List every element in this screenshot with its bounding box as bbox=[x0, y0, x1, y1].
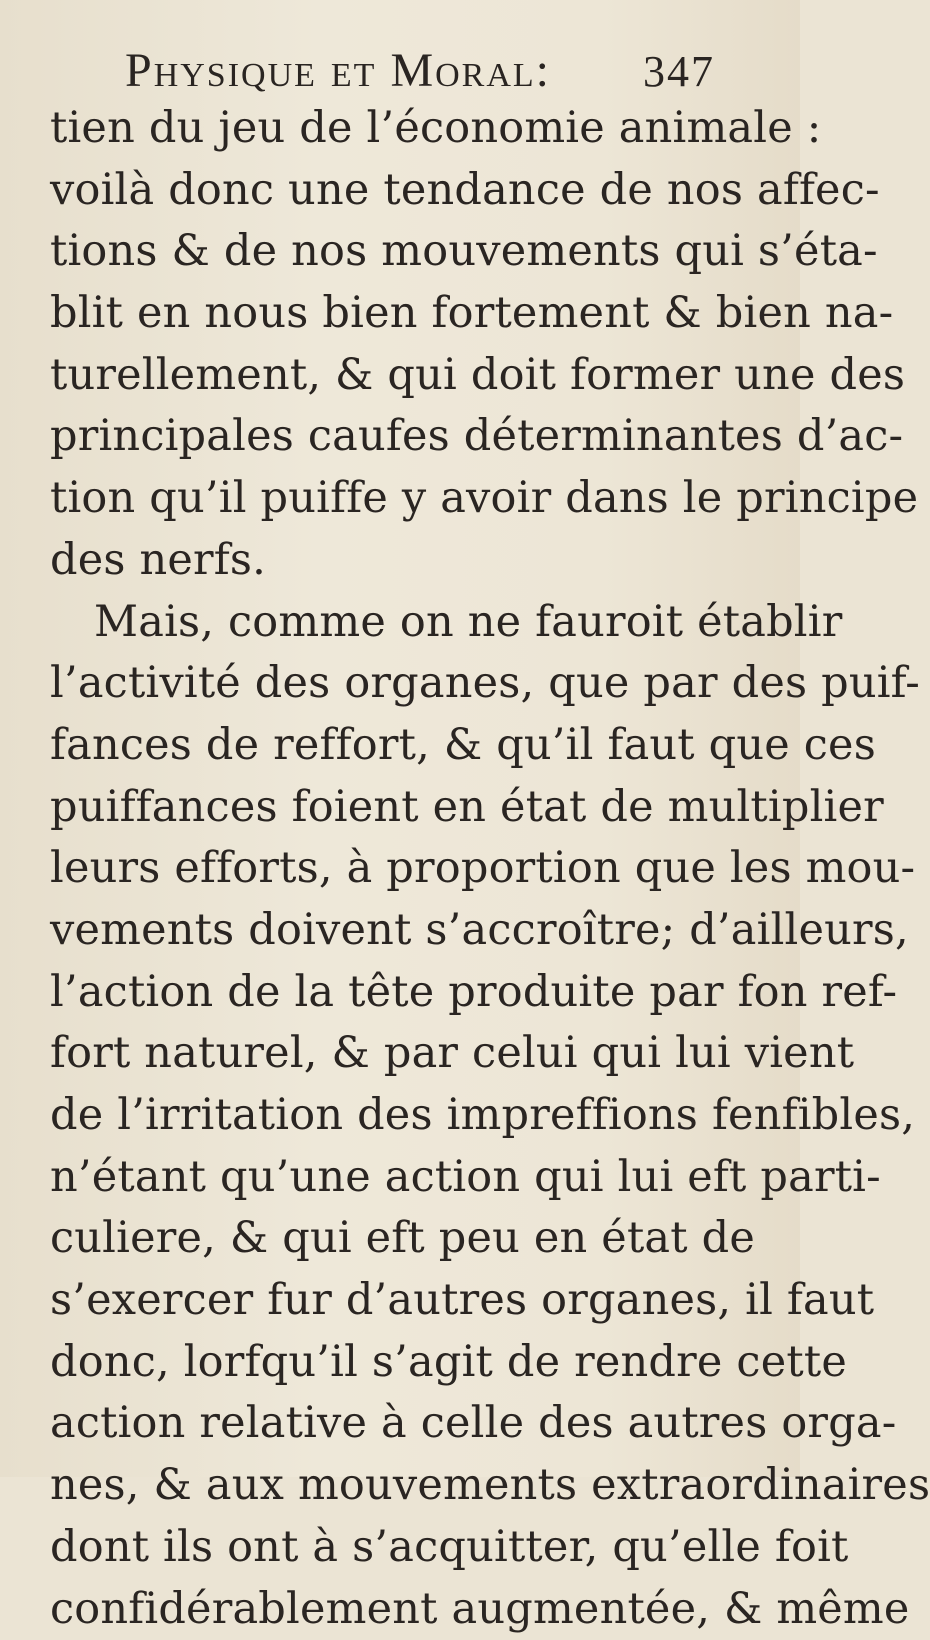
text-line: l’activité des organes, que par des puif- bbox=[50, 653, 720, 715]
text-line: culiere, & qui eft peu en état de bbox=[50, 1208, 720, 1270]
page-header bbox=[125, 42, 715, 100]
text-line: action relative à celle des autres orga- bbox=[50, 1393, 720, 1455]
text-line: confidérablement augmentée, & même bbox=[50, 1579, 720, 1640]
text-line: dont ils ont à s’acquitter, qu’elle foit bbox=[50, 1517, 720, 1579]
text-line: l’action de la tête produite par fon ref- bbox=[50, 962, 720, 1024]
page-number: 347 bbox=[643, 43, 715, 101]
body-text bbox=[50, 98, 720, 1640]
running-title: Physique et Moral: bbox=[125, 42, 551, 100]
text-line: tien du jeu de l’économie animale : bbox=[50, 98, 720, 160]
text-line: tions & de nos mouvements qui s’éta- bbox=[50, 221, 720, 283]
text-line: tion qu’il puiffe y avoir dans le principe bbox=[50, 468, 720, 530]
text-line: puiffances foient en état de multiplier bbox=[50, 777, 720, 839]
text-line: donc, lorfqu’il s’agit de rendre cette bbox=[50, 1332, 720, 1394]
text-line: turellement, & qui doit former une des bbox=[50, 345, 720, 407]
text-line: des nerfs. bbox=[50, 530, 720, 592]
text-line: principales caufes déterminantes d’ac- bbox=[50, 406, 720, 468]
text-line: voilà donc une tendance de nos affec- bbox=[50, 160, 720, 222]
text-line: vements doivent s’accroître; d’ailleurs, bbox=[50, 900, 720, 962]
text-line: s’exercer fur d’autres organes, il faut bbox=[50, 1270, 720, 1332]
text-line: Mais, comme on ne fauroit établir bbox=[50, 592, 720, 654]
text-line: blit en nous bien fortement & bien na- bbox=[50, 283, 720, 345]
text-line: leurs efforts, à proportion que les mou- bbox=[50, 838, 720, 900]
text-line: n’étant qu’une action qui lui eft parti- bbox=[50, 1147, 720, 1209]
text-line: nes, & aux mouvements extraordinaires bbox=[50, 1455, 720, 1517]
text-line: de l’irritation des impreffions fenfibles, bbox=[50, 1085, 720, 1147]
text-line: fances de reffort, & qu’il faut que ces bbox=[50, 715, 720, 777]
text-line: fort naturel, & par celui qui lui vient bbox=[50, 1023, 720, 1085]
